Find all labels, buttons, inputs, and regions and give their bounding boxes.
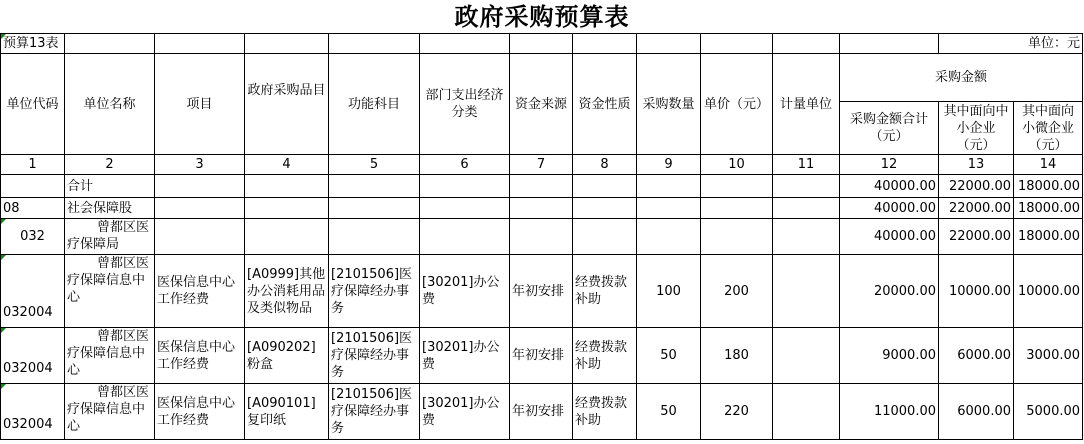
cell-qty: 50 bbox=[637, 328, 701, 384]
cell-source bbox=[510, 198, 573, 219]
header-fund-nature: 资金性质 bbox=[573, 54, 637, 155]
cell-micro: 5000.00 bbox=[1014, 384, 1083, 440]
cell-qty: 50 bbox=[637, 384, 701, 440]
cell-total: 11000.00 bbox=[840, 384, 939, 440]
cell-total: 20000.00 bbox=[840, 255, 939, 328]
cell-source bbox=[510, 219, 573, 255]
cell-total: 40000.00 bbox=[840, 175, 939, 198]
cell-micro: 3000.00 bbox=[1014, 328, 1083, 384]
table-code: 预算13表 bbox=[1, 34, 65, 54]
header-micro: 其中面向小微企业（元） bbox=[1014, 102, 1083, 155]
cell-code bbox=[1, 175, 65, 198]
cell-func: [2101506]医疗保障经办事务 bbox=[329, 328, 420, 384]
column-number: 7 bbox=[510, 155, 573, 175]
header-fund-source: 资金来源 bbox=[510, 54, 573, 155]
header-function-subject: 功能科目 bbox=[329, 54, 420, 155]
cell-micro: 10000.00 bbox=[1014, 255, 1083, 328]
cell-item: [A090101]复印纸 bbox=[245, 384, 329, 440]
cell-name: 合计 bbox=[65, 175, 155, 198]
cell-econ bbox=[420, 175, 510, 198]
cell-measure bbox=[773, 219, 840, 255]
column-number: 2 bbox=[65, 155, 155, 175]
procurement-budget-table bbox=[0, 33, 1083, 440]
table-row bbox=[1, 255, 1083, 328]
cell-measure bbox=[773, 384, 840, 440]
cell-func bbox=[329, 198, 420, 219]
cell-micro: 18000.00 bbox=[1014, 198, 1083, 219]
cell-nature: 经费拨款补助 bbox=[573, 255, 637, 328]
cell-nature: 经费拨款补助 bbox=[573, 328, 637, 384]
header-unit-price: 单价（元） bbox=[701, 54, 773, 155]
unit-label: 单位：元 bbox=[939, 34, 1083, 54]
cell-price: 180 bbox=[701, 328, 773, 384]
column-number: 8 bbox=[573, 155, 637, 175]
cell-sme: 22000.00 bbox=[939, 198, 1014, 219]
column-number: 1 bbox=[1, 155, 65, 175]
table-row bbox=[1, 328, 1083, 384]
cell-item: [A090202]粉盒 bbox=[245, 328, 329, 384]
header-unit-name: 单位名称 bbox=[65, 54, 155, 155]
cell-qty: 100 bbox=[637, 255, 701, 328]
cell-sme: 22000.00 bbox=[939, 219, 1014, 255]
cell-qty bbox=[637, 198, 701, 219]
column-number-row bbox=[1, 155, 1083, 175]
cell-nature: 经费拨款补助 bbox=[573, 384, 637, 440]
cell-total: 40000.00 bbox=[840, 219, 939, 255]
column-number: 10 bbox=[701, 155, 773, 175]
cell-code: 032004 bbox=[1, 255, 65, 328]
cell-source: 年初安排 bbox=[510, 328, 573, 384]
cell-project bbox=[155, 219, 245, 255]
table-row bbox=[1, 384, 1083, 440]
cell-econ bbox=[420, 219, 510, 255]
cell-name: 曾都区医疗保障信息中心 bbox=[65, 328, 155, 384]
cell-qty bbox=[637, 219, 701, 255]
cell-sme: 22000.00 bbox=[939, 175, 1014, 198]
header-project: 项目 bbox=[155, 54, 245, 155]
column-number: 11 bbox=[773, 155, 840, 175]
cell-measure bbox=[773, 175, 840, 198]
cell-micro: 18000.00 bbox=[1014, 175, 1083, 198]
cell-measure bbox=[773, 328, 840, 384]
cell-micro: 18000.00 bbox=[1014, 219, 1083, 255]
cell-item bbox=[245, 198, 329, 219]
cell-nature bbox=[573, 198, 637, 219]
header-amount-total: 采购金额合计（元） bbox=[840, 102, 939, 155]
header-sme: 其中面向中小企业（元） bbox=[939, 102, 1014, 155]
column-number: 12 bbox=[840, 155, 939, 175]
cell-econ: [30201]办公费 bbox=[420, 328, 510, 384]
cell-name: 曾都区医疗保障信息中心 bbox=[65, 255, 155, 328]
header-amount-group: 采购金额 bbox=[840, 54, 1083, 102]
cell-price bbox=[701, 175, 773, 198]
header-unit-code: 单位代码 bbox=[1, 54, 65, 155]
column-number: 9 bbox=[637, 155, 701, 175]
cell-econ: [30201]办公费 bbox=[420, 255, 510, 328]
cell-measure bbox=[773, 198, 840, 219]
cell-nature bbox=[573, 175, 637, 198]
cell-qty bbox=[637, 175, 701, 198]
cell-nature bbox=[573, 219, 637, 255]
cell-code: 032 bbox=[1, 219, 65, 255]
cell-item bbox=[245, 175, 329, 198]
cell-sme: 6000.00 bbox=[939, 384, 1014, 440]
cell-sme: 10000.00 bbox=[939, 255, 1014, 328]
table-row bbox=[1, 175, 1083, 198]
header-quantity: 采购数量 bbox=[637, 54, 701, 155]
header-procurement-item: 政府采购品目 bbox=[245, 54, 329, 155]
cell-code: 032004 bbox=[1, 328, 65, 384]
page-title: 政府采购预算表 bbox=[454, 2, 630, 31]
cell-name: 曾都区医疗保障局 bbox=[65, 219, 155, 255]
cell-price: 220 bbox=[701, 384, 773, 440]
cell-source: 年初安排 bbox=[510, 255, 573, 328]
cell-project: 医保信息中心工作经费 bbox=[155, 328, 245, 384]
cell-func bbox=[329, 219, 420, 255]
table-row bbox=[1, 198, 1083, 219]
cell-econ: [30201]办公费 bbox=[420, 384, 510, 440]
column-number: 14 bbox=[1014, 155, 1083, 175]
column-number: 13 bbox=[939, 155, 1014, 175]
cell-project: 医保信息中心工作经费 bbox=[155, 384, 245, 440]
cell-func: [2101506]医疗保障经办事务 bbox=[329, 255, 420, 328]
cell-func: [2101506]医疗保障经办事务 bbox=[329, 384, 420, 440]
column-number: 6 bbox=[420, 155, 510, 175]
cell-measure bbox=[773, 255, 840, 328]
column-number: 4 bbox=[245, 155, 329, 175]
cell-source bbox=[510, 175, 573, 198]
cell-code: 032004 bbox=[1, 384, 65, 440]
cell-source: 年初安排 bbox=[510, 384, 573, 440]
cell-name: 曾都区医疗保障信息中心 bbox=[65, 384, 155, 440]
cell-item bbox=[245, 219, 329, 255]
cell-total: 9000.00 bbox=[840, 328, 939, 384]
cell-sme: 6000.00 bbox=[939, 328, 1014, 384]
meta-row bbox=[1, 34, 1083, 54]
cell-project: 医保信息中心工作经费 bbox=[155, 255, 245, 328]
header-measure-unit: 计量单位 bbox=[773, 54, 840, 155]
cell-name: 社会保障股 bbox=[65, 198, 155, 219]
table-row bbox=[1, 219, 1083, 255]
column-number: 3 bbox=[155, 155, 245, 175]
header-econ-class: 部门支出经济分类 bbox=[420, 54, 510, 155]
cell-price bbox=[701, 198, 773, 219]
cell-econ bbox=[420, 198, 510, 219]
cell-price: 200 bbox=[701, 255, 773, 328]
cell-price bbox=[701, 219, 773, 255]
header-row bbox=[1, 54, 1083, 102]
cell-project bbox=[155, 175, 245, 198]
cell-total: 40000.00 bbox=[840, 198, 939, 219]
column-number: 5 bbox=[329, 155, 420, 175]
cell-code: 08 bbox=[1, 198, 65, 219]
cell-project bbox=[155, 198, 245, 219]
cell-func bbox=[329, 175, 420, 198]
cell-item: [A0999]其他办公消耗用品及类似物品 bbox=[245, 255, 329, 328]
